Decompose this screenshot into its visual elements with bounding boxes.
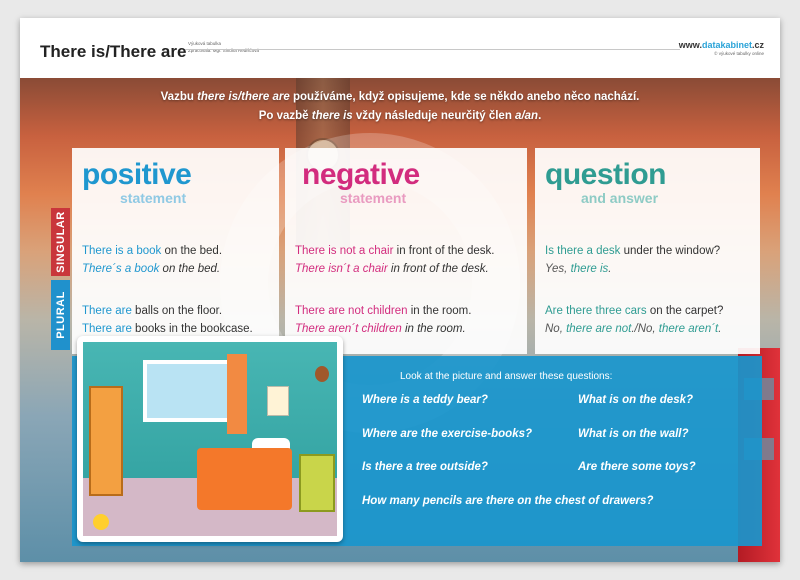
header-divider xyxy=(185,49,680,50)
highlight: There isn´t a chair xyxy=(295,263,388,275)
example-sentence xyxy=(545,302,723,320)
bookcase-icon xyxy=(89,386,123,496)
exercise-question: Where is a teddy bear? xyxy=(362,394,488,406)
sentence-mid: balls xyxy=(131,305,159,317)
intro-emphasis: a/an xyxy=(515,110,539,122)
sentence-rest: on the bed. xyxy=(159,263,221,275)
example-sentence xyxy=(545,242,720,260)
intro-emphasis: there is xyxy=(311,110,353,122)
highlight: There is a book xyxy=(82,245,162,257)
intro-text-part: . xyxy=(538,110,542,122)
singular-label-text: SINGULAR xyxy=(54,211,67,273)
page-title: There is/There are xyxy=(40,42,187,61)
negative-column xyxy=(285,148,527,354)
exercise-question: What is on the desk? xyxy=(578,394,694,406)
rocket-poster-icon xyxy=(267,386,289,416)
highlight: There are xyxy=(82,305,132,317)
brand-prefix: www. xyxy=(678,40,702,50)
highlight: There aren´t children xyxy=(295,323,402,335)
example-answer xyxy=(545,260,720,278)
singular-label xyxy=(51,208,70,276)
sentence-rest: in the room. xyxy=(401,323,466,335)
example-answer xyxy=(545,320,723,338)
highlight: Are there three cars xyxy=(545,305,647,317)
example-sentence xyxy=(82,302,253,320)
highlight: There are not children xyxy=(295,305,408,317)
brand-accent: datakabinet xyxy=(701,40,752,50)
brand-logo[interactable] xyxy=(679,40,764,56)
intro-line-2 xyxy=(20,107,780,126)
intro-text xyxy=(20,80,780,132)
question-column xyxy=(535,148,760,354)
answer-lead: No, xyxy=(545,323,567,335)
intro-emphasis: there is/there are xyxy=(197,91,290,103)
bed-icon xyxy=(197,448,292,510)
positive-heading: positive xyxy=(82,158,192,191)
sentence-rest: under the window? xyxy=(620,245,721,257)
plural-label xyxy=(51,280,70,350)
question-singular-examples xyxy=(545,242,720,278)
example-sentence xyxy=(82,260,222,278)
highlight: Is there a desk xyxy=(545,245,621,257)
worksheet xyxy=(20,18,780,562)
highlight: there are not xyxy=(566,323,632,335)
exercise-instruction: Look at the picture and answer these questions: xyxy=(400,371,613,382)
exercise-question: How many pencils are there on the chest of drawers? xyxy=(362,495,654,507)
sentence-rest: . xyxy=(608,263,612,275)
positive-plural-examples xyxy=(82,302,253,338)
sentence-rest: on the bed. xyxy=(161,245,223,257)
exercise-question: Are there some toys? xyxy=(578,461,696,473)
sentence-rest: . xyxy=(718,323,722,335)
highlight: there aren´t xyxy=(658,323,719,335)
sentence-rest: in the bookcase. xyxy=(165,323,253,335)
exercise-question: Is there a tree outside? xyxy=(362,461,488,473)
ball-icon xyxy=(93,514,109,530)
highlight: There´s a book xyxy=(82,263,160,275)
header-meta xyxy=(188,40,259,54)
exercise-question: Where are the exercise-books? xyxy=(362,428,533,440)
intro-text-part: vždy následuje neurčitý člen xyxy=(352,110,516,122)
bedroom-illustration xyxy=(77,336,343,542)
positive-column xyxy=(72,148,279,354)
sentence-rest: on the floor. xyxy=(158,305,223,317)
teddy-bear-icon xyxy=(315,366,329,382)
sentence-rest: on the carpet? xyxy=(646,305,724,317)
chest-of-drawers-icon xyxy=(299,454,335,512)
example-sentence xyxy=(295,302,471,320)
positive-subheading: statement xyxy=(120,190,187,206)
meta-line-2: Zpracovala: Mgr. Sindha Rediščová xyxy=(188,48,260,53)
intro-text-part: Vazbu xyxy=(160,91,198,103)
plural-label-text: PLURAL xyxy=(54,291,67,339)
example-sentence xyxy=(82,242,222,260)
highlight: there is xyxy=(570,263,609,275)
exercise-question: What is on the wall? xyxy=(578,428,689,440)
negative-heading: negative xyxy=(302,158,420,191)
sentence-mid: books xyxy=(131,323,166,335)
meta-line-1: Výuková tabulka xyxy=(188,41,222,46)
intro-text-part: Po vazbě xyxy=(258,110,312,122)
negative-subheading: statement xyxy=(340,190,407,206)
negative-plural-examples xyxy=(295,302,471,338)
window-icon xyxy=(143,360,233,422)
sentence-rest: in the room. xyxy=(407,305,472,317)
intro-text-part: používáme, když opisujeme, kde se někdo anebo něco nachází. xyxy=(289,91,640,103)
curtain-icon xyxy=(227,354,247,434)
negative-singular-examples xyxy=(295,242,494,278)
intro-line-1 xyxy=(20,88,780,107)
question-subheading: and answer xyxy=(581,190,659,206)
example-sentence xyxy=(295,242,494,260)
highlight: There are xyxy=(82,323,132,335)
highlight: There is not a chair xyxy=(295,245,394,257)
sentence-rest: in front of the desk. xyxy=(393,245,495,257)
positive-singular-examples xyxy=(82,242,222,278)
question-plural-examples xyxy=(545,302,723,338)
brand-suffix: .cz xyxy=(751,40,764,50)
answer-lead: Yes, xyxy=(545,263,571,275)
sentence-rest: in front of the desk. xyxy=(387,263,489,275)
brand-subtitle: © výukové tabulky online xyxy=(714,51,764,56)
example-sentence xyxy=(295,260,494,278)
question-heading: question xyxy=(545,158,666,191)
answer-mid: ./No, xyxy=(631,323,659,335)
